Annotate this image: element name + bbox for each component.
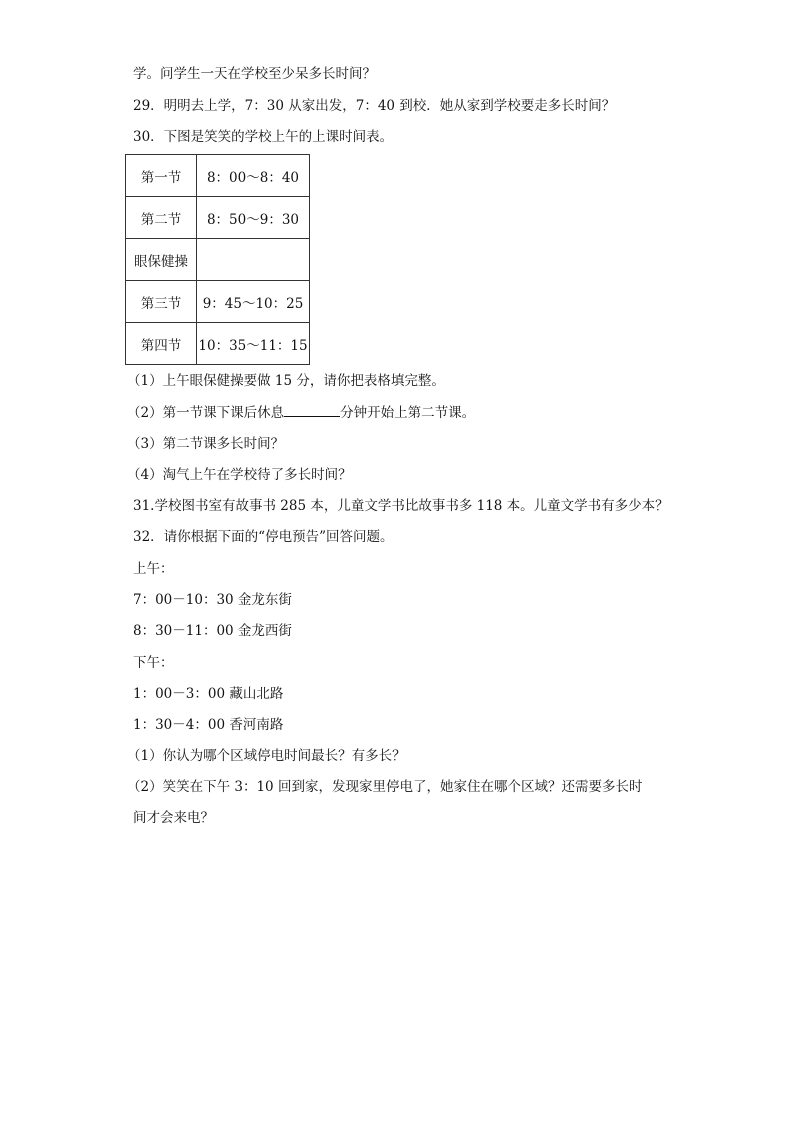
- outage-notice-pm-2: 1：30－4：00 香河南路: [133, 717, 284, 733]
- table-row: [126, 239, 310, 281]
- question-30: 30．下图是笑笑的学校上午的上课时间表。: [133, 129, 394, 145]
- period-cell: 第二节: [126, 197, 197, 239]
- table-row: [126, 197, 310, 239]
- time-cell: 8：50～9：30: [197, 197, 310, 239]
- time-cell-empty[interactable]: [197, 239, 310, 281]
- sub-question-4: （4）淘气上午在学校待了多长时间？: [127, 467, 352, 483]
- sub-question-2-suffix: 分钟开始上第二节课。: [340, 405, 476, 421]
- answer-blank[interactable]: [284, 402, 340, 417]
- question-32-sub-1: （1）你认为哪个区域停电时间最长？有多长？: [127, 748, 406, 764]
- outage-notice-am-1: 7：00－10：30 金龙东街: [133, 592, 292, 608]
- period-cell: 第一节: [126, 155, 197, 197]
- outage-notice-am-2: 8：30－11：00 金龙西街: [133, 623, 292, 639]
- period-cell: 第三节: [126, 281, 197, 323]
- question-31: 31.学校图书室有故事书 285 本，儿童文学书比故事书多 118 本。儿童文学书有多少本？: [133, 498, 669, 514]
- outage-notice-pm-1: 1：00－3：00 藏山北路: [133, 686, 284, 702]
- continued-question-text: 学。问学生一天在学校至少呆多长时间？: [133, 66, 376, 82]
- sub-question-2-prefix: （2）第一节课下课后休息: [127, 405, 285, 421]
- period-cell: 眼保健操: [126, 239, 197, 281]
- question-32: 32．请你根据下面的“停电预告”回答问题。: [133, 529, 394, 545]
- sub-question-1: （1）上午眼保健操要做 15 分，请你把表格填完整。: [127, 373, 445, 389]
- time-cell: 9：45～10：25: [197, 281, 310, 323]
- sub-question-3: （3）第二节课多长时间？: [127, 436, 285, 452]
- sub-question-2: [127, 402, 475, 423]
- afternoon-label: 下午：: [133, 655, 174, 671]
- time-cell: 10：35～11：15: [197, 323, 310, 365]
- table-row: [126, 155, 310, 197]
- table-row: [126, 323, 310, 365]
- question-32-sub-2: （2）笑笑在下午 3：10 回到家，发现家里停电了，她家住在哪个区域？还需要多长时: [127, 779, 643, 795]
- class-schedule-table: [125, 154, 310, 365]
- period-cell: 第四节: [126, 323, 197, 365]
- question-32-sub-2-cont: 间才会来电？: [133, 810, 214, 826]
- question-29: 29．明明去上学，7：30 从家出发，7：40 到校．她从家到学校要走多长时间？: [133, 98, 616, 114]
- morning-label: 上午：: [133, 561, 174, 577]
- time-cell: 8：00～8：40: [197, 155, 310, 197]
- table-row: [126, 281, 310, 323]
